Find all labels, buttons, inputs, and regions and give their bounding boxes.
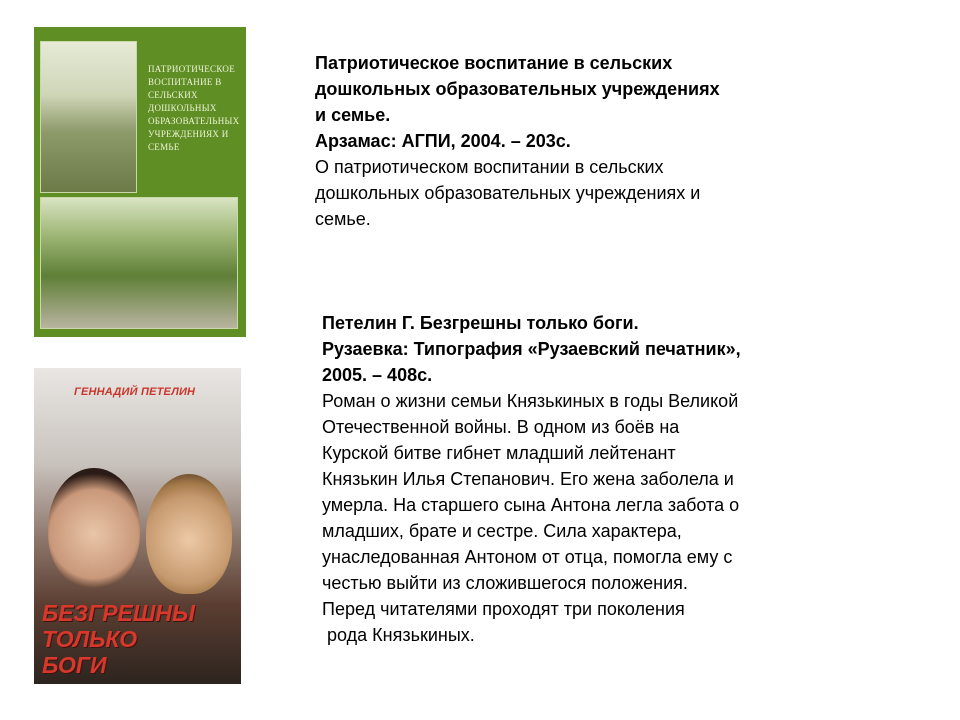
cover-title — [42, 600, 195, 678]
book2-summary-line: младших, брате и сестре. Сила характера, — [322, 521, 682, 541]
cover-title: ПАТРИОТИЧЕСКОЕ ВОСПИТАНИЕ В СЕЛЬСКИХ ДОШКОЛЬНЫХ ОБРАЗОВАТЕЛЬНЫХ УЧРЕЖДЕНИЯХ И СЕМЬЕ — [148, 64, 240, 152]
book2-summary-line: Князькин Илья Степанович. Его жена заболела и — [322, 469, 734, 489]
cover-title-line: ТОЛЬКО — [42, 626, 138, 652]
book2-title-line: Петелин Г. Безгрешны только боги. — [322, 313, 639, 333]
man-portrait — [146, 474, 232, 594]
book2-summary-line: Перед читателями проходят три поколения — [322, 599, 685, 619]
book2-summary-line: честью выйти из сложившегося положения. — [322, 573, 688, 593]
book1-title-line: Патриотическое воспитание в сельских — [315, 53, 673, 73]
book2-summary-line: Курской битве гибнет младший лейтенант — [322, 443, 676, 463]
cover-title-line: БЕЗГРЕШНЫ — [42, 600, 196, 626]
book2-description — [322, 310, 892, 648]
book1-summary-line: дошкольных образовательных учреждениях и — [315, 183, 701, 203]
book-cover-patriotic-education — [34, 27, 246, 337]
book1-summary-line: семье. — [315, 209, 371, 229]
book2-publisher: 2005. – 408с. — [322, 365, 433, 385]
book1-publisher: Арзамас: АГПИ, 2004. – 203с. — [315, 131, 571, 151]
book2-summary-line: Роман о жизни семьи Князькиных в годы Великой — [322, 391, 739, 411]
park-monument-photo — [40, 197, 238, 329]
book1-summary-line: О патриотическом воспитании в сельских — [315, 157, 664, 177]
book2-summary-line: унаследованная Антоном от отца, помогла ему с — [322, 547, 733, 567]
book-cover-only-gods-sinless — [34, 368, 241, 684]
book2-summary-line: Отечественной войны. В одном из боёв на — [322, 417, 680, 437]
book1-title-line: дошкольных образовательных учреждениях — [315, 79, 720, 99]
book2-summary-line: умерла. На старшего сына Антона легла забота о — [322, 495, 740, 515]
cover-author: ГЕННАДИЙ ПЕТЕЛИН — [74, 386, 196, 398]
book2-summary-line: рода Князькиных. — [322, 625, 475, 645]
woman-portrait — [48, 468, 140, 588]
book1-title-line: и семье. — [315, 105, 391, 125]
cover-title-line: БОГИ — [42, 652, 107, 678]
book2-publisher: Рузаевка: Типография «Рузаевский печатник», — [322, 339, 741, 359]
book1-description — [315, 50, 875, 232]
monument-photo — [40, 41, 137, 193]
